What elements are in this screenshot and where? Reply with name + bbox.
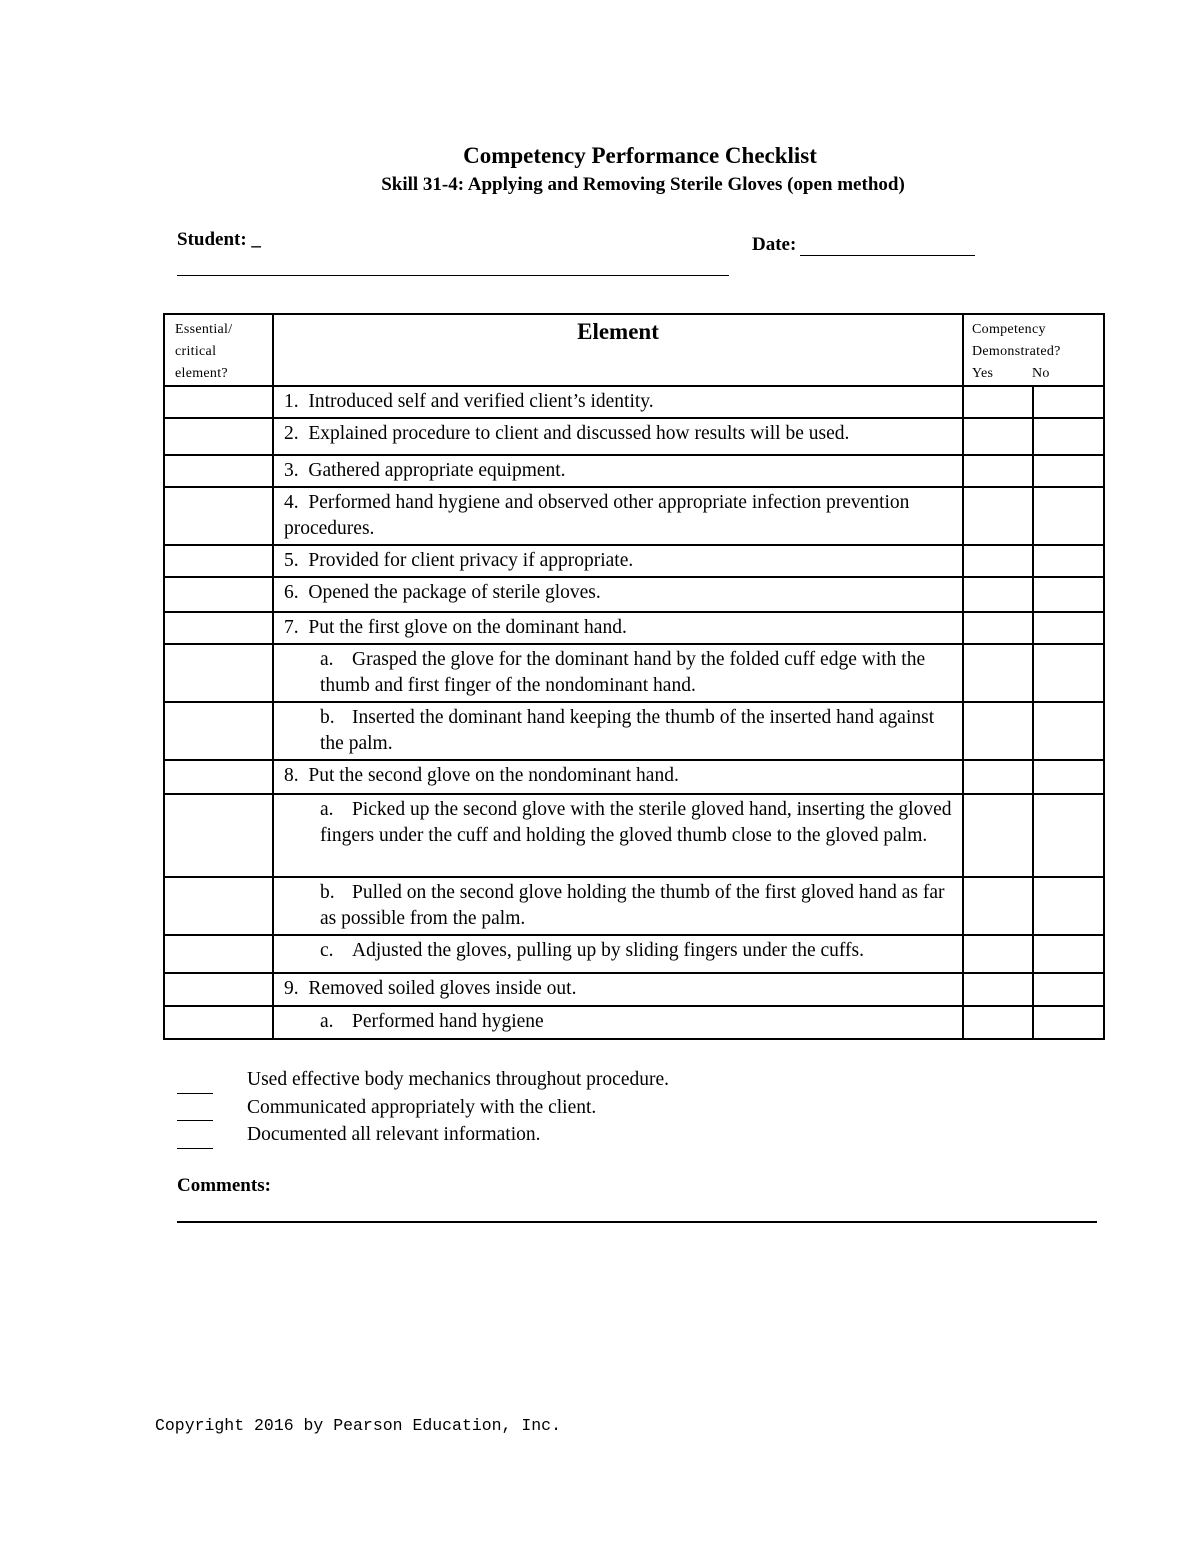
- no-checkbox-cell[interactable]: [1033, 935, 1104, 973]
- yes-checkbox-cell[interactable]: [963, 644, 1033, 702]
- element-cell: [273, 935, 963, 973]
- no-checkbox-cell[interactable]: [1033, 794, 1104, 877]
- no-checkbox-cell[interactable]: [1033, 487, 1104, 545]
- essential-cell[interactable]: [164, 487, 273, 545]
- no-checkbox-cell[interactable]: [1033, 577, 1104, 612]
- essential-cell[interactable]: [164, 386, 273, 418]
- comments-line[interactable]: [177, 1221, 1097, 1223]
- element-cell: [273, 1006, 963, 1039]
- yes-checkbox-cell[interactable]: [963, 487, 1033, 545]
- comments-label: Comments:: [177, 1175, 271, 1196]
- table-row: [164, 1006, 1104, 1039]
- table-row: [164, 877, 1104, 935]
- page-title: Competency Performance Checklist: [463, 143, 817, 168]
- yes-checkbox-cell[interactable]: [963, 877, 1033, 935]
- essential-cell[interactable]: [164, 760, 273, 794]
- table-row: [164, 418, 1104, 455]
- step-text: Put the first glove on the dominant hand.: [308, 617, 627, 638]
- element-cell: [273, 702, 963, 760]
- essential-cell[interactable]: [164, 612, 273, 644]
- date-label: Date:: [752, 234, 797, 255]
- table-row: [164, 760, 1104, 794]
- table-row: [164, 935, 1104, 973]
- step-number: 4.: [284, 492, 299, 513]
- table-row: [164, 577, 1104, 612]
- essential-column-header: Essential/ critical element?: [164, 314, 273, 386]
- yes-checkbox-cell[interactable]: [963, 577, 1033, 612]
- step-text: Opened the package of sterile gloves.: [308, 582, 601, 603]
- table-row: [164, 702, 1104, 760]
- essential-cell[interactable]: [164, 577, 273, 612]
- yes-checkbox-cell[interactable]: [963, 455, 1033, 487]
- table-row: [164, 455, 1104, 487]
- yes-checkbox-cell[interactable]: [963, 386, 1033, 418]
- criteria-item: Communicated appropriately with the client.: [177, 1094, 669, 1122]
- step-text: Provided for client privacy if appropriate.: [308, 550, 634, 571]
- date-line[interactable]: [800, 237, 975, 256]
- criteria-blank[interactable]: [177, 1075, 213, 1094]
- no-checkbox-cell[interactable]: [1033, 644, 1104, 702]
- table-row: [164, 973, 1104, 1006]
- essential-cell[interactable]: [164, 545, 273, 577]
- step-number: 3.: [284, 460, 299, 481]
- no-header: No: [1032, 366, 1050, 381]
- no-checkbox-cell[interactable]: [1033, 545, 1104, 577]
- step-number: 7.: [284, 617, 299, 638]
- essential-cell[interactable]: [164, 794, 273, 877]
- step-text: Gathered appropriate equipment.: [308, 460, 566, 481]
- element-cell: [273, 644, 963, 702]
- step-number: 8.: [284, 765, 299, 786]
- yes-checkbox-cell[interactable]: [963, 612, 1033, 644]
- skill-subtitle: Skill 31-4: Applying and Removing Sterile Gloves (open method): [381, 174, 905, 195]
- essential-cell[interactable]: [164, 1006, 273, 1039]
- no-checkbox-cell[interactable]: [1033, 973, 1104, 1006]
- step-text: Removed soiled gloves inside out.: [308, 978, 577, 999]
- step-number: a.: [320, 1011, 334, 1032]
- no-checkbox-cell[interactable]: [1033, 386, 1104, 418]
- essential-cell[interactable]: [164, 935, 273, 973]
- essential-cell[interactable]: [164, 702, 273, 760]
- element-cell: [273, 612, 963, 644]
- element-cell: [273, 794, 963, 877]
- essential-cell[interactable]: [164, 644, 273, 702]
- element-cell: [273, 877, 963, 935]
- student-label: Student: _: [177, 229, 261, 250]
- table-row: [164, 644, 1104, 702]
- table-row: [164, 612, 1104, 644]
- additional-criteria: [177, 1066, 669, 1149]
- step-text: Grasped the glove for the dominant hand by the folded cuff edge with the thumb and first finger of the nondominant hand.: [320, 649, 926, 696]
- step-text: Pulled on the second glove holding the thumb of the first gloved hand as far as possible from the palm.: [320, 882, 945, 929]
- element-cell: [273, 545, 963, 577]
- step-number: 1.: [284, 391, 299, 412]
- no-checkbox-cell[interactable]: [1033, 418, 1104, 455]
- step-text: Explained procedure to client and discussed how results will be used.: [308, 423, 850, 444]
- step-number: 2.: [284, 423, 299, 444]
- no-checkbox-cell[interactable]: [1033, 702, 1104, 760]
- yes-checkbox-cell[interactable]: [963, 935, 1033, 973]
- no-checkbox-cell[interactable]: [1033, 1006, 1104, 1039]
- step-number: a.: [320, 649, 334, 670]
- criteria-item: Documented all relevant information.: [177, 1121, 669, 1149]
- copyright-notice: Copyright 2016 by Pearson Education, Inc.: [155, 1416, 561, 1435]
- element-cell: [273, 760, 963, 794]
- yes-checkbox-cell[interactable]: [963, 794, 1033, 877]
- element-cell: [273, 577, 963, 612]
- step-number: b.: [320, 707, 335, 728]
- yes-checkbox-cell[interactable]: [963, 973, 1033, 1006]
- no-checkbox-cell[interactable]: [1033, 612, 1104, 644]
- criteria-item: Used effective body mechanics throughout procedure.: [177, 1066, 669, 1094]
- step-text: Put the second glove on the nondominant hand.: [308, 765, 679, 786]
- criteria-blank[interactable]: [177, 1130, 213, 1149]
- yes-checkbox-cell[interactable]: [963, 1006, 1033, 1039]
- element-cell: [273, 487, 963, 545]
- criteria-blank[interactable]: [177, 1102, 213, 1121]
- table-row: [164, 487, 1104, 545]
- essential-cell[interactable]: [164, 877, 273, 935]
- no-checkbox-cell[interactable]: [1033, 877, 1104, 935]
- element-cell: [273, 455, 963, 487]
- step-text: Performed hand hygiene and observed other appropriate infection prevention procedures.: [284, 492, 910, 539]
- step-number: b.: [320, 882, 335, 903]
- yes-checkbox-cell[interactable]: [963, 702, 1033, 760]
- competency-column-header: Competency Demonstrated? Yes No: [963, 314, 1104, 386]
- table-row: [164, 794, 1104, 877]
- essential-cell[interactable]: [164, 973, 273, 1006]
- step-text: Introduced self and verified client’s identity.: [308, 391, 654, 412]
- yes-checkbox-cell[interactable]: [963, 418, 1033, 455]
- element-cell: [273, 386, 963, 418]
- element-cell: [273, 418, 963, 455]
- checklist-table: [163, 313, 1105, 1040]
- no-checkbox-cell[interactable]: [1033, 760, 1104, 794]
- step-text: Picked up the second glove with the sterile gloved hand, inserting the gloved fingers under the cuff and holding the gloved thumb close to the gloved palm.: [320, 799, 952, 846]
- step-text: Performed hand hygiene: [352, 1011, 544, 1032]
- yes-checkbox-cell[interactable]: [963, 545, 1033, 577]
- yes-checkbox-cell[interactable]: [963, 760, 1033, 794]
- date-field: [752, 234, 975, 256]
- step-text: Adjusted the gloves, pulling up by sliding fingers under the cuffs.: [352, 940, 864, 961]
- step-text: Inserted the dominant hand keeping the thumb of the inserted hand against the palm.: [320, 707, 935, 754]
- student-name-line[interactable]: [177, 275, 729, 276]
- table-header-row: [164, 314, 1104, 386]
- yes-header: Yes: [972, 366, 994, 381]
- step-number: 5.: [284, 550, 299, 571]
- essential-cell[interactable]: [164, 455, 273, 487]
- no-checkbox-cell[interactable]: [1033, 455, 1104, 487]
- element-cell: [273, 973, 963, 1006]
- essential-cell[interactable]: [164, 418, 273, 455]
- step-number: 9.: [284, 978, 299, 999]
- step-number: 6.: [284, 582, 299, 603]
- step-number: a.: [320, 799, 334, 820]
- element-column-header: Element: [273, 314, 963, 386]
- table-row: [164, 545, 1104, 577]
- step-number: c.: [320, 940, 334, 961]
- table-row: [164, 386, 1104, 418]
